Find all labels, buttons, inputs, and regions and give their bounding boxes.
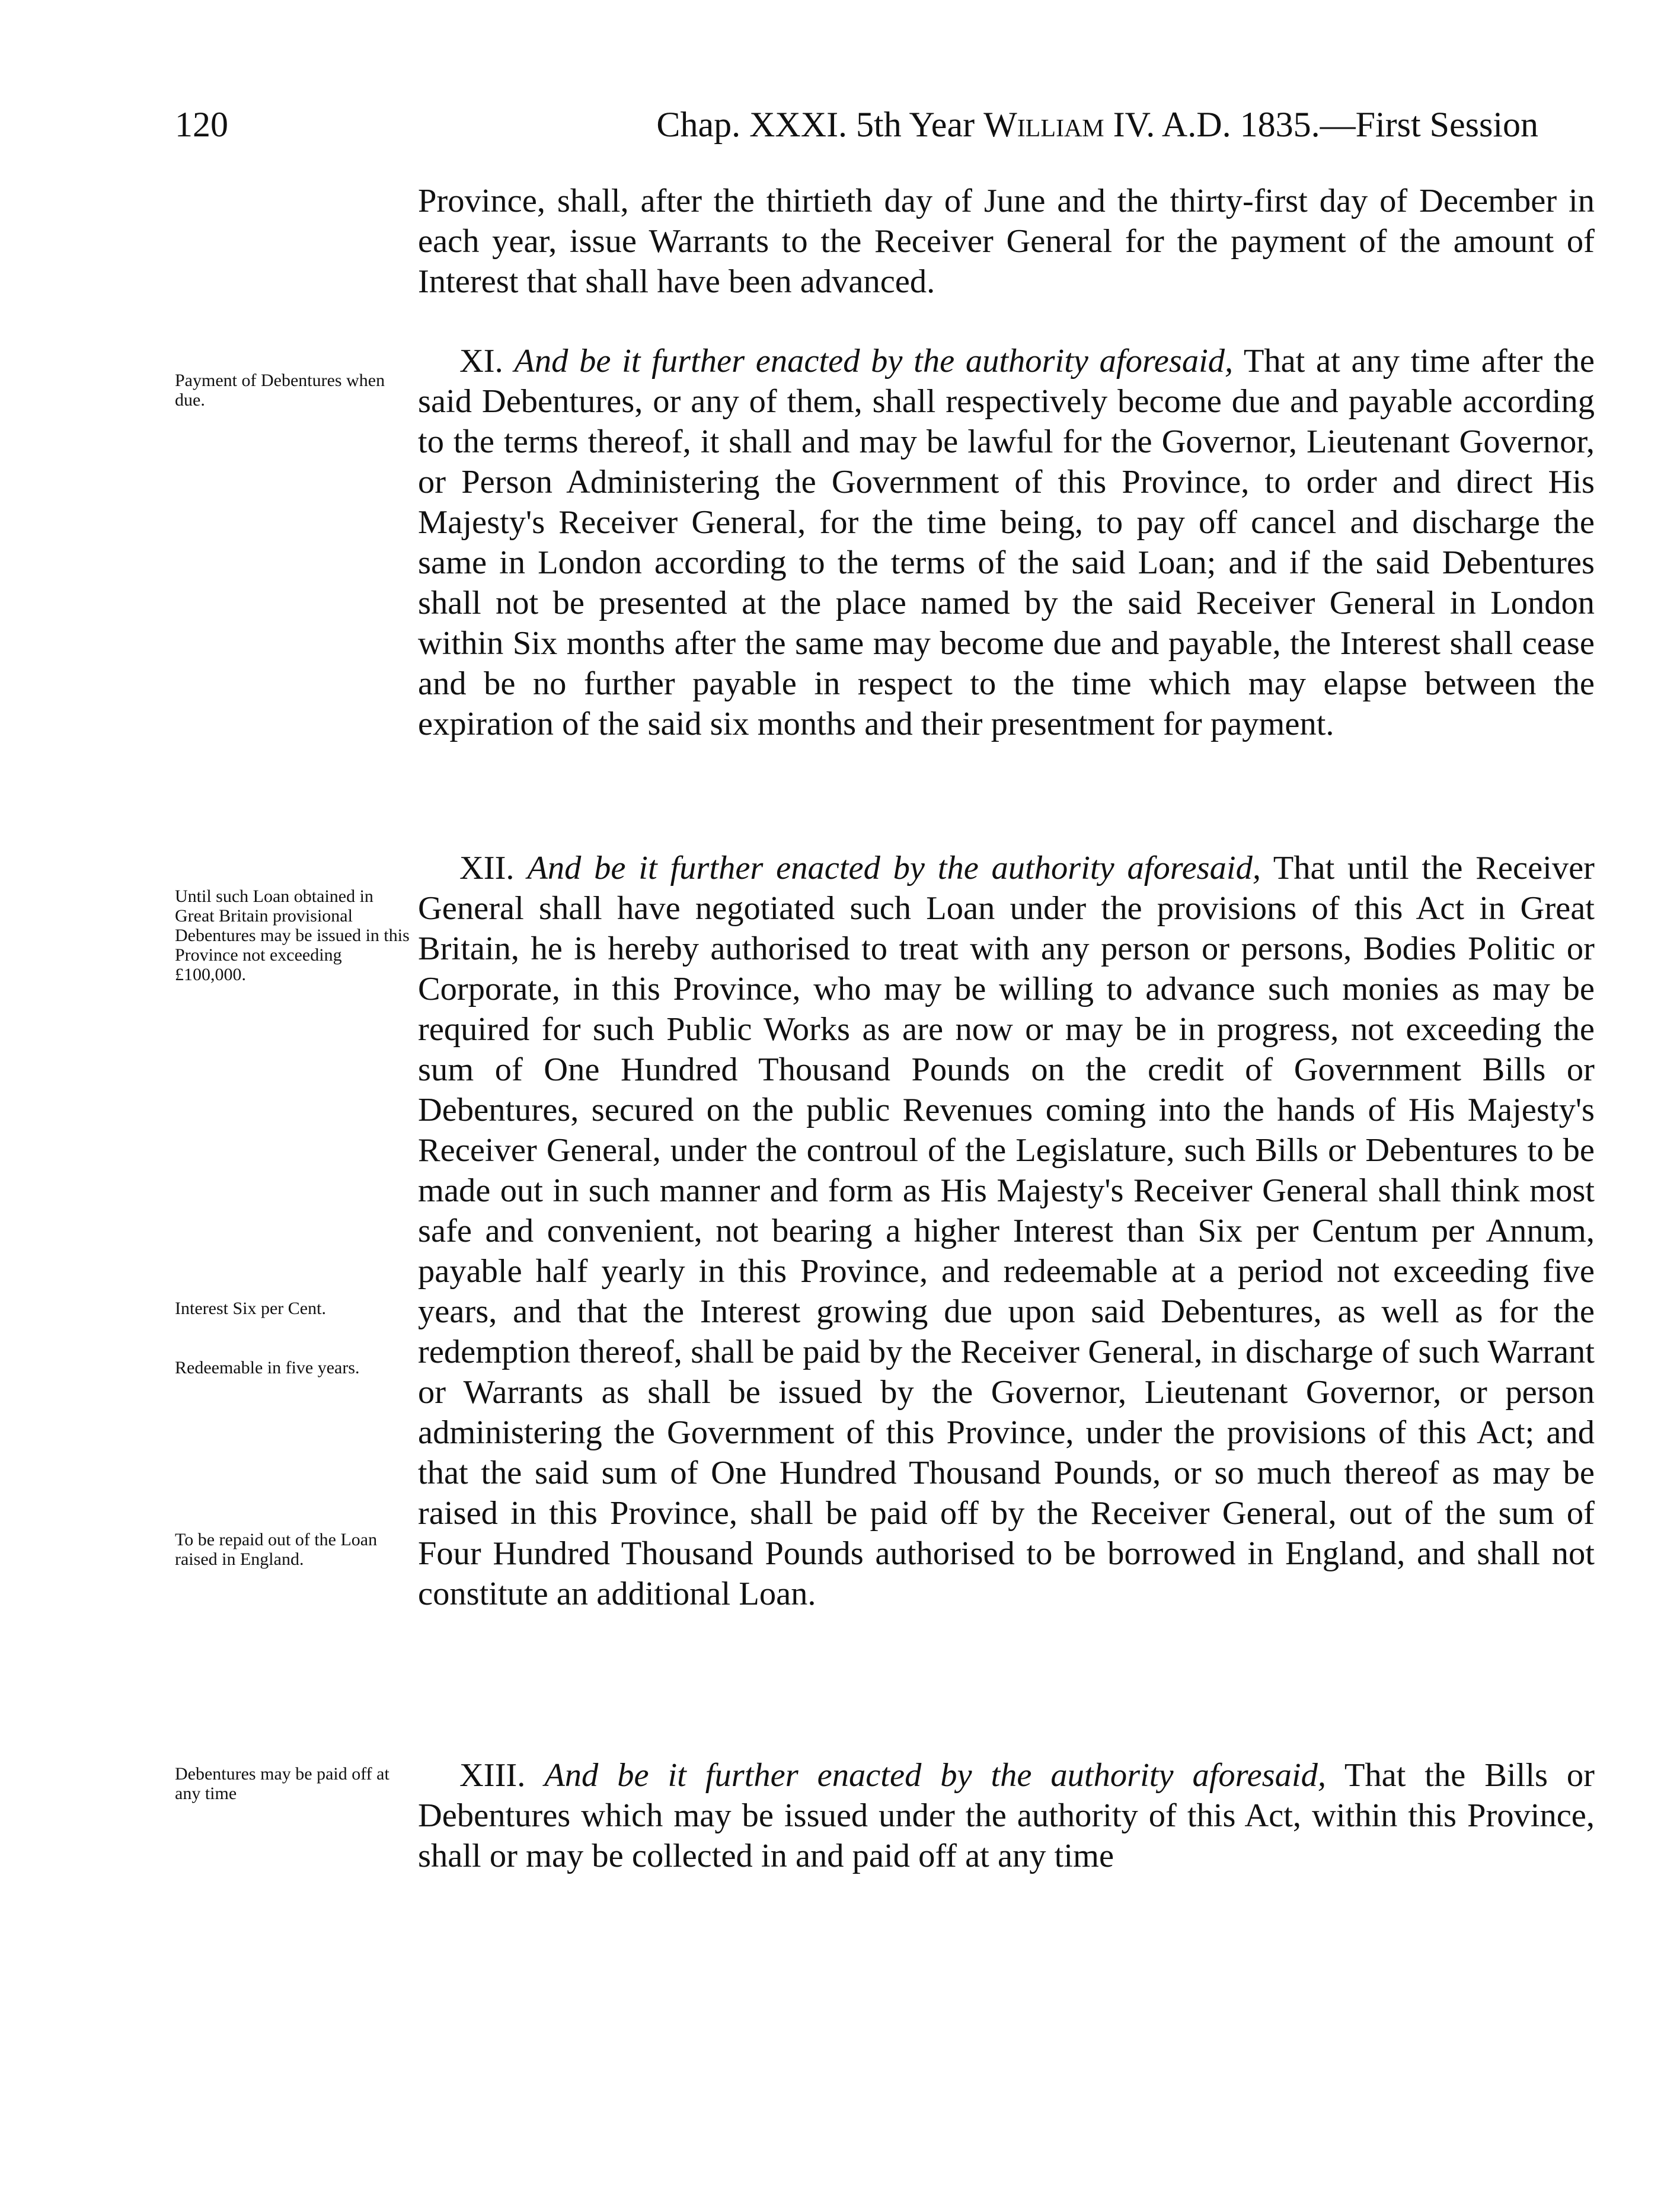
section-number: XI. bbox=[459, 343, 503, 380]
page-number: 120 bbox=[175, 105, 228, 144]
margin-note-redeemable: Redeemable in five years. bbox=[175, 1358, 360, 1377]
section-number: XIII. bbox=[459, 1757, 526, 1794]
section-text: That until the Receiver General shall have negotiated such Loan under the provisions of this Act in Great Britain, he is hereby authorised to treat with any person or persons, Bodies Politic or Corporate, in this Province, who may be willing to advance such monies as may be required for such Public Works as are now or may be in progress, not exceeding the sum of One Hundred Thousand Pounds on the credit of Government Bills or Debentures, secured on the public Revenues coming into the hands of His Majesty's Receiver General, under the controul of the Legislature, such Bills or Debentures to be made out in such manner and form as His Majesty's Receiver General shall think most safe and convenient, not bearing a higher Interest than Six per Centum per Annum, payable half yearly in this Province, and redeemable at a period not exceeding five years, and that the Interest growing due upon said Debentures, as well as for the redemption thereof, shall be paid by the Receiver General, in discharge of such Warrant or Warrants as shall be issued by the Governor, Lieutenant Governor, or person administering the Government of this Province, under the provisions of this Act; and that the said sum of One Hundred Thousand Pounds, or so much thereof as may be raised in this Province, shall be paid off by the Receiver General, out of the sum of Four Hundred Thousand Pounds authorised to be borrowed in England, and shall not constitute an additional Loan. bbox=[418, 850, 1595, 1612]
enacting-clause: And be it further enacted by the authority aforesaid, bbox=[527, 850, 1261, 886]
enacting-clause: And be it further enacted by the authority aforesaid, bbox=[544, 1757, 1326, 1794]
margin-note-provisional-debentures: Until such Loan obtained in Great Britain provisional Debentures may be issued in this Province not exceeding £100,000. bbox=[175, 886, 410, 984]
margin-note-interest-rate: Interest Six per Cent. bbox=[175, 1299, 326, 1318]
section-xi bbox=[418, 341, 1595, 744]
running-header bbox=[175, 104, 1538, 145]
regnal-session: IV. A.D. 1835.—First Session bbox=[1104, 105, 1538, 144]
chapter-label: Chap. XXXI. 5th Year bbox=[656, 105, 984, 144]
margin-note-payment-of-debentures: Payment of Debentures when due. bbox=[175, 371, 385, 410]
section-xii bbox=[418, 848, 1595, 1614]
margin-note-paid-off-any-time: Debentures may be paid off at any time bbox=[175, 1764, 389, 1803]
running-head-title bbox=[471, 104, 1538, 145]
paragraph-continuation: Province, shall, after the thirtieth day of June and the thirty-first day of December in each year, issue Warrants to the Receiver General for the payment of the amount of Interest that shall have been advanced. bbox=[418, 183, 1595, 300]
king-name: William bbox=[983, 105, 1104, 144]
section-text: That at any time after the said Debentures, or any of them, shall respectively become due and payable according to the terms thereof, it shall and may be lawful for the Governor, Lieutenant Governor, or Person Administering the Government of this Province, to order and direct His Majesty's Receiver General, for the time being, to pay off cancel and discharge the same in London according to the terms of the said Loan; and if the said Debentures shall not be presented at the place named by the said Receiver General in London within Six months after the same may become due and payable, the Interest shall cease and be no further payable in respect to the time which may elapse between the expiration of the said six months and their presentment for payment. bbox=[418, 343, 1595, 742]
enacting-clause: And be it further enacted by the authority aforesaid, bbox=[514, 343, 1234, 380]
section-text: That the Bills or Debentures which may be issued under the authority of this Act, within this Province, shall or may be collected in and paid off at any time bbox=[418, 1757, 1595, 1874]
margin-note-repaid-from-loan: To be repaid out of the Loan raised in England. bbox=[175, 1530, 378, 1569]
section-number: XII. bbox=[459, 850, 515, 886]
section-xiii bbox=[418, 1755, 1595, 1876]
